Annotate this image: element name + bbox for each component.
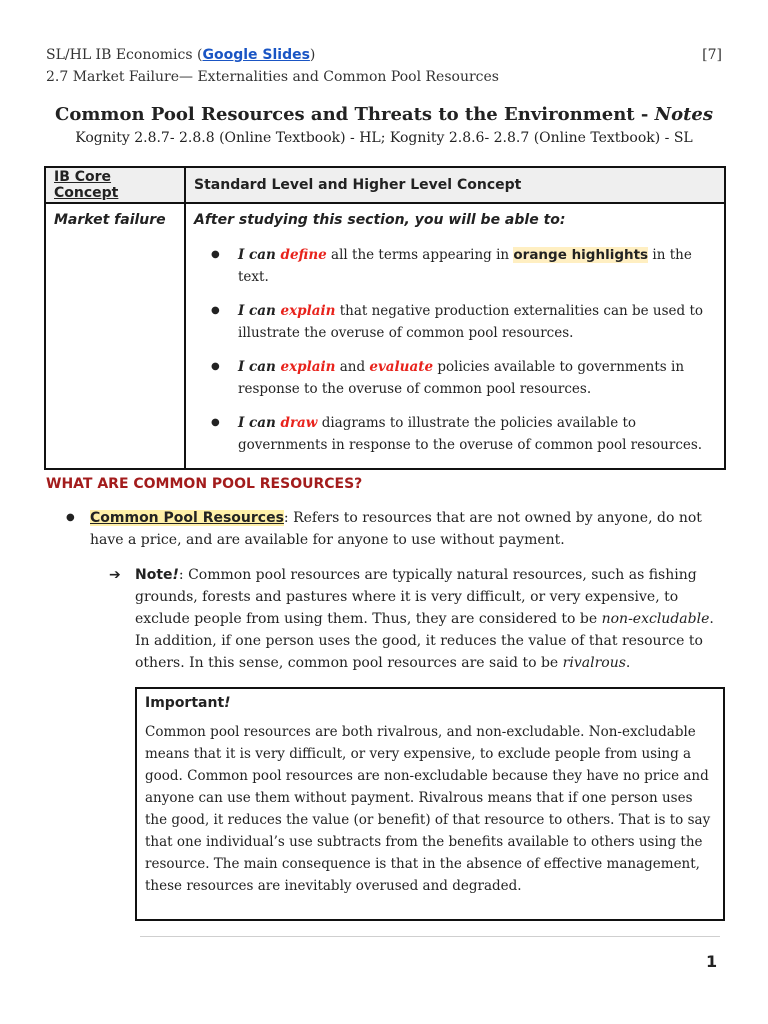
important-box xyxy=(135,687,725,921)
ican-label: I can xyxy=(238,303,281,319)
list-item xyxy=(238,244,706,288)
verb-explain: explain xyxy=(280,303,336,319)
concept-cell: Market failure xyxy=(45,203,185,469)
item-text: all the terms appearing in xyxy=(326,247,514,263)
page-subtitle: Kognity 2.8.7- 2.8.8 (Online Textbook) - HL; Kognity 2.8.6- 2.8.7 (Online Textbook) - SL xyxy=(75,130,693,146)
section-heading: WHAT ARE COMMON POOL RESOURCES? xyxy=(46,476,363,492)
topic-line: 2.7 Market Failure— Externalities and Common Pool Resources xyxy=(46,69,499,85)
objectives-lead: After studying this section, you will be able to: xyxy=(194,212,566,228)
col-header-core-concept: IB Core Concept xyxy=(45,167,185,203)
page-tag: [7] xyxy=(702,47,722,63)
list-item xyxy=(238,300,706,344)
google-slides-link[interactable]: Google Slides xyxy=(202,47,310,63)
document-header xyxy=(46,47,722,63)
item-text: in the text. xyxy=(238,247,692,285)
note-text: . xyxy=(625,655,631,671)
ican-label: I can xyxy=(238,247,281,263)
note-label: Note xyxy=(135,567,173,583)
ican-label: I can xyxy=(238,415,281,431)
table-row xyxy=(45,203,725,469)
col-header-level-concept: Standard Level and Higher Level Concept xyxy=(185,167,725,203)
item-text: and xyxy=(335,359,370,375)
definition-bullet xyxy=(66,507,720,551)
important-exclamation: ! xyxy=(224,695,231,711)
important-title xyxy=(145,695,715,711)
table-header-row xyxy=(45,167,725,203)
item-text: policies available to governments in response to the overuse of common pool resources. xyxy=(238,359,685,397)
list-item xyxy=(238,356,706,400)
term-common-pool-resources: Common Pool Resources xyxy=(90,510,284,526)
arrow-icon: ➔ xyxy=(109,567,121,583)
page-number: 1 xyxy=(706,952,718,971)
important-title-text: Important xyxy=(145,695,225,711)
note-italic: non-excludable xyxy=(601,611,710,627)
verb-draw: draw xyxy=(280,415,318,431)
course-label: SL/HL IB Economics ( xyxy=(46,47,203,63)
note-text: : Common pool resources are typically natural resources, such as fishing grounds, forests and pastures where it is very difficult, or very expensive, to exclude people from using them. Thus, they are considered to be xyxy=(135,567,697,627)
orange-highlight: orange highlights xyxy=(513,247,649,263)
objectives-list xyxy=(194,244,716,456)
list-item xyxy=(238,412,706,456)
footer-divider xyxy=(140,936,720,937)
note-text: . In addition, if one person uses the good, it reduces the value of that resource to others. In this sense, common pool resources are said to be xyxy=(135,611,714,671)
objectives-table xyxy=(44,166,726,470)
definition-text: : Refers to resources that are not owned by anyone, do not have a price, and are available for anyone to use without payment. xyxy=(90,510,702,548)
note-paragraph xyxy=(109,564,721,674)
title-main: Common Pool Resources and Threats to the Environment - xyxy=(55,104,655,125)
item-text: that negative production externalities can be used to illustrate the overuse of common pool resources. xyxy=(238,303,703,341)
objectives-cell xyxy=(185,203,725,469)
ican-label: I can xyxy=(238,359,281,375)
important-body: Common pool resources are both rivalrous, and non-excludable. Non-excludable means that it is very difficult, or very expensive, to exclude people from using a good. Common pool resources are non-excludable because they have no price and anyone can use them without payment. Rivalrous means that if one person uses the good, it reduces the value (or benefit) of that resource to others. That is to say that one individual’s use subtracts from the benefits available to others using the resource. The main consequence is that in the absence of effective management, these resources are inevitably overused and degraded. xyxy=(145,724,711,894)
verb-explain: explain xyxy=(280,359,336,375)
title-italic: Notes xyxy=(654,104,713,125)
item-text: diagrams to illustrate the policies available to governments in response to the overuse of common pool resources. xyxy=(238,415,703,453)
bullet-icon: ● xyxy=(66,512,75,523)
verb-evaluate: evaluate xyxy=(369,359,434,375)
note-italic: rivalrous xyxy=(562,655,626,671)
course-label-end: ) xyxy=(309,47,316,63)
verb-define: define xyxy=(280,247,327,263)
note-exclamation: ! xyxy=(172,567,179,583)
page-title xyxy=(0,104,768,125)
